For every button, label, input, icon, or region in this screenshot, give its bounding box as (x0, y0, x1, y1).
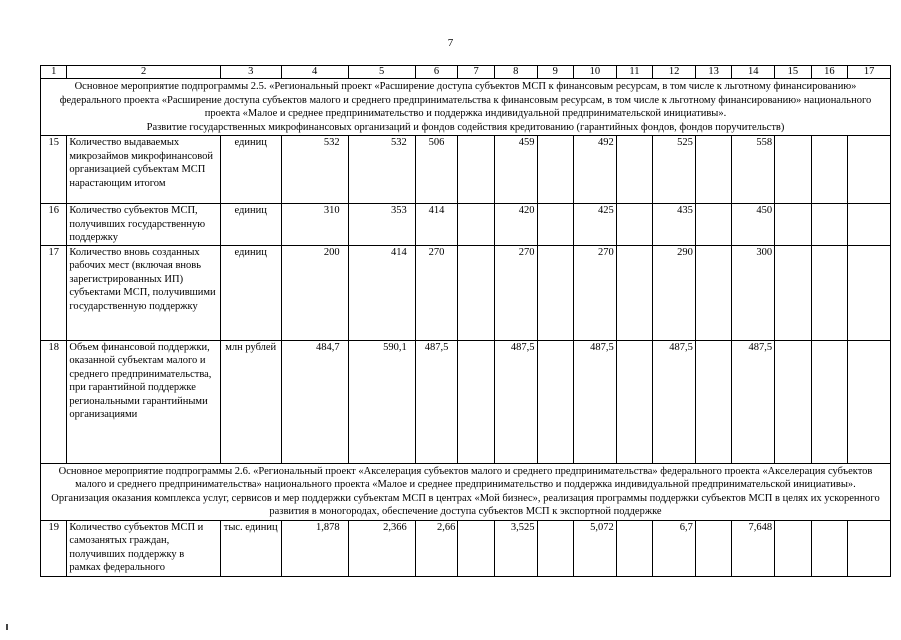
value-cell (695, 204, 732, 246)
value-cell: 270 (415, 245, 458, 340)
value-cell: 1,878 (281, 520, 348, 576)
col-header: 15 (775, 66, 812, 79)
indicators-table (40, 65, 891, 577)
unit-cell: млн рублей (220, 340, 281, 463)
value-cell: 590,1 (348, 340, 415, 463)
value-cell (811, 245, 848, 340)
value-cell: 492 (574, 136, 617, 204)
value-cell: 459 (494, 136, 537, 204)
col-header: 2 (67, 66, 220, 79)
value-cell (775, 245, 812, 340)
value-cell (775, 520, 812, 576)
value-cell (811, 520, 848, 576)
row-number: 17 (41, 245, 67, 340)
table-row (41, 340, 891, 463)
col-header: 10 (574, 66, 617, 79)
value-cell: 270 (574, 245, 617, 340)
row-number: 16 (41, 204, 67, 246)
value-cell (616, 204, 653, 246)
value-cell (811, 136, 848, 204)
column-number-row (41, 66, 891, 79)
value-cell: 310 (281, 204, 348, 246)
value-cell: 7,648 (732, 520, 775, 576)
col-header: 6 (415, 66, 458, 79)
value-cell (848, 340, 891, 463)
value-cell (848, 204, 891, 246)
col-header: 3 (220, 66, 281, 79)
table-row (41, 204, 891, 246)
indicator-name: Объем финансовой поддержки, оказанной субъектам малого и среднего предпринимательства, при гарантийной поддержке региональными гарантийными организациями (67, 340, 220, 463)
unit-cell: единиц (220, 245, 281, 340)
col-header: 9 (537, 66, 574, 79)
indicator-name: Количество выдаваемых микрозаймов микрофинансовой организацией субъектам МСП нарастающим итогом (67, 136, 220, 204)
value-cell: 414 (348, 245, 415, 340)
value-cell: 532 (281, 136, 348, 204)
value-cell: 200 (281, 245, 348, 340)
unit-cell: единиц (220, 136, 281, 204)
value-cell (537, 136, 574, 204)
section-title: Основное мероприятие подпрограммы 2.5. «Региональный проект «Расширение доступа субъектов МСП к финансовым ресурсам, в том числе к льготному финансированию» федерального проекта «Расширение доступа субъектов малого и среднего предпринимательства к финансовым ресурсам, в том числе к льготному финансированию» национального проекта «Малое и среднее предпринимательство и поддержка индивидуальной предпринимательской инициативы». (59, 81, 872, 119)
col-header: 11 (616, 66, 653, 79)
value-cell: 435 (653, 204, 696, 246)
value-cell: 487,5 (732, 340, 775, 463)
indicator-name: Количество субъектов МСП и самозанятых граждан, получивших поддержку в рамках федерального (67, 520, 220, 576)
indicator-name: Количество вновь созданных рабочих мест (включая вновь зарегистрированных ИП) субъектами МСП, получившими государственную поддержку (67, 245, 220, 340)
value-cell (695, 136, 732, 204)
value-cell (848, 245, 891, 340)
value-cell: 420 (494, 204, 537, 246)
col-header: 4 (281, 66, 348, 79)
value-cell (616, 245, 653, 340)
value-cell: 558 (732, 136, 775, 204)
unit-cell: единиц (220, 204, 281, 246)
value-cell (848, 520, 891, 576)
value-cell (616, 136, 653, 204)
col-header: 16 (811, 66, 848, 79)
section-subtitle: Развитие государственных микрофинансовых организаций и фондов содействия кредитованию (гарантийных фондов, фондов поручительств) (146, 121, 785, 133)
section-row (41, 463, 891, 520)
row-number: 18 (41, 340, 67, 463)
value-cell: 2,66 (415, 520, 458, 576)
value-cell (775, 136, 812, 204)
value-cell (458, 136, 495, 204)
section-title: Основное мероприятие подпрограммы 2.6. «Региональный проект «Акселерация субъектов малого и среднего предпринимательства» федерального проекта «Акселерация субъектов малого и среднего предпринимательства» национального проекта «Малое и среднее предпринимательство и поддержка индивидуальной предпринимательской инициативы». (58, 465, 873, 490)
value-cell: 484,7 (281, 340, 348, 463)
value-cell (695, 245, 732, 340)
section-cell (41, 463, 891, 520)
table-row (41, 136, 891, 204)
value-cell: 353 (348, 204, 415, 246)
value-cell (695, 520, 732, 576)
col-header: 8 (494, 66, 537, 79)
value-cell: 2,366 (348, 520, 415, 576)
value-cell: 487,5 (494, 340, 537, 463)
col-header: 7 (458, 66, 495, 79)
table-row (41, 520, 891, 576)
col-header: 13 (695, 66, 732, 79)
value-cell (458, 340, 495, 463)
value-cell: 450 (732, 204, 775, 246)
value-cell (848, 136, 891, 204)
value-cell (537, 520, 574, 576)
value-cell (775, 340, 812, 463)
value-cell (537, 245, 574, 340)
indicator-name: Количество субъектов МСП, получивших государственную поддержку (67, 204, 220, 246)
value-cell (616, 520, 653, 576)
section-cell (41, 79, 891, 136)
value-cell (537, 340, 574, 463)
value-cell: 532 (348, 136, 415, 204)
value-cell: 290 (653, 245, 696, 340)
col-header: 12 (653, 66, 696, 79)
section-row (41, 79, 891, 136)
value-cell: 525 (653, 136, 696, 204)
unit-cell: тыс. единиц (220, 520, 281, 576)
value-cell (616, 340, 653, 463)
value-cell (458, 245, 495, 340)
col-header: 14 (732, 66, 775, 79)
table-row (41, 245, 891, 340)
value-cell: 487,5 (574, 340, 617, 463)
value-cell (811, 340, 848, 463)
scan-mark (6, 624, 8, 630)
value-cell (811, 204, 848, 246)
col-header: 17 (848, 66, 891, 79)
value-cell: 300 (732, 245, 775, 340)
value-cell: 506 (415, 136, 458, 204)
value-cell: 487,5 (415, 340, 458, 463)
page-number: 7 (447, 37, 454, 49)
value-cell: 487,5 (653, 340, 696, 463)
value-cell: 425 (574, 204, 617, 246)
value-cell: 414 (415, 204, 458, 246)
value-cell: 270 (494, 245, 537, 340)
value-cell (695, 340, 732, 463)
value-cell: 3,525 (494, 520, 537, 576)
value-cell (537, 204, 574, 246)
row-number: 15 (41, 136, 67, 204)
value-cell: 5,072 (574, 520, 617, 576)
value-cell (775, 204, 812, 246)
row-number: 19 (41, 520, 67, 576)
col-header: 5 (348, 66, 415, 79)
value-cell: 6,7 (653, 520, 696, 576)
value-cell (458, 204, 495, 246)
section-subtitle: Организация оказания комплекса услуг, сервисов и мер поддержки субъектам МСП в центрах «Мой бизнес», реализация программы поддержки субъектов МСП в целях их ускоренного развития в моногородах, обеспечение доступа субъектов МСП к экспортной поддержке (51, 492, 880, 517)
col-header: 1 (41, 66, 67, 79)
value-cell (458, 520, 495, 576)
